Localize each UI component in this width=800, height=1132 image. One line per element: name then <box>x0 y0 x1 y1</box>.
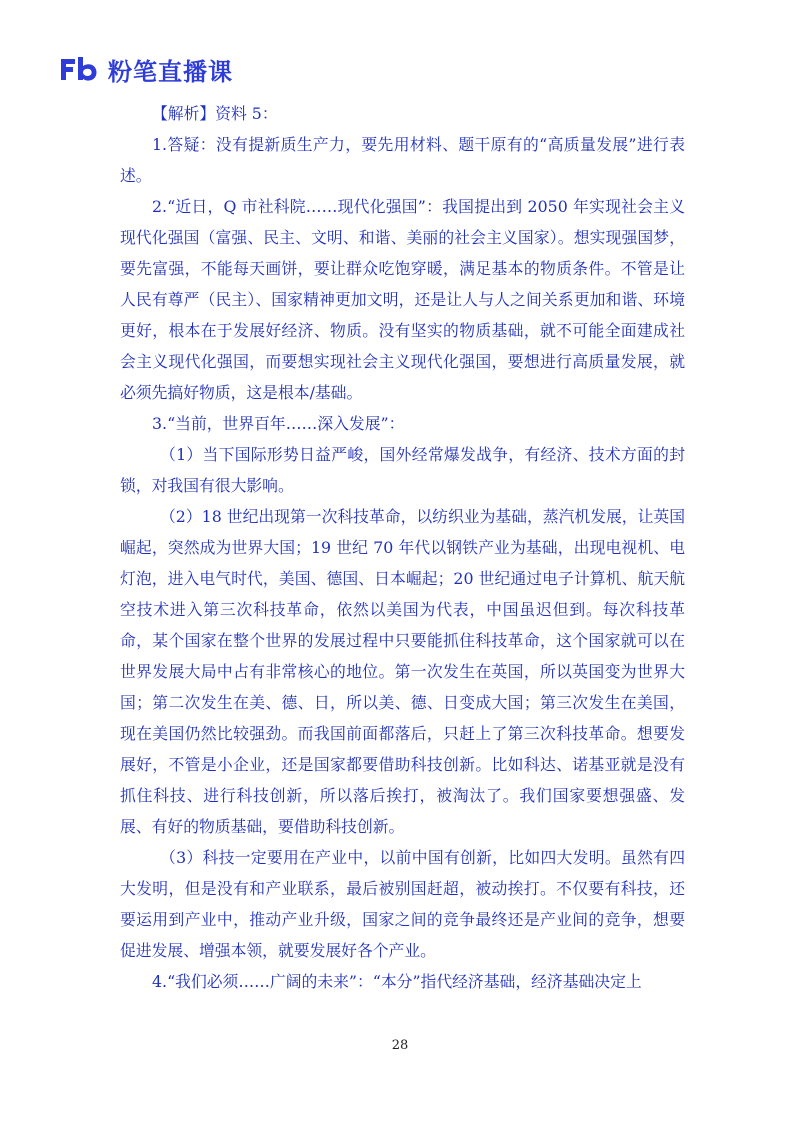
brand-name: 粉笔直播课 <box>108 57 233 86</box>
paragraph-2: 2.“近日，Q 市社科院……现代化强国”：我国提出到 2050 年实现社会主义现代化强国（富强、民主、文明、和谐、美丽的社会主义国家）。想实现强国梦，要先富强，不能每天画饼，要让群众吃饱穿暖，满足基本的物质条件。不管是让人民有尊严（民主）、国家精神更加文明，还是让人与人之间关系更加和谐、环境更好，根本在于发展好经济、物质。没有坚实的物质基础，就不可能全面建成社会主义现代化强国，而要想实现社会主义现代化强国，要想进行高质量发展，就必须先搞好物质，这是根本/基础。 <box>120 197 685 402</box>
paragraph-4: 4.“我们必须……广阔的未来”：“本分”指代经济基础，经济基础决定上 <box>152 972 642 991</box>
paragraph-3: 3.“当前，世界百年……深入发展”： <box>152 414 405 433</box>
paragraph-3-1: （1）当下国际形势日益严峻，国外经常爆发战争，有经济、技术方面的封锁，对我国有很大影响。 <box>120 445 685 495</box>
page-number: 28 <box>391 1038 409 1053</box>
paragraph-3-2: （2）18 世纪出现第一次科技革命，以纺织业为基础，蒸汽机发展，让英国崛起，突然成为世界大国；19 世纪 70 年代以钢铁产业为基础，出现电视机、电灯泡，进入电气时代，美国、德国、日本崛起；20 世纪通过电子计算机、航天航空技术进入第三次科技革命，依然以美国为代表，中国虽迟但到。每次科技革命，某个国家在整个世界的发展过程中只要能抓住科技革命，这个国家就可以在世界发展大局中占有非常核心的地位。第一次发生在英国，所以英国变为世界大国；第二次发生在美、德、日，所以美、德、日变成大国；第三次发生在美国，现在美国仍然比较强劲。而我国前面都落后，只赶上了第三次科技革命。想要发展好，不管是小企业，还是国家都要借助科技创新。比如科达、诺基亚就是没有抓住科技、进行科技创新，所以落后挨打，被淘汰了。我们国家要想强盛、发展、有好的物质基础，要借助科技创新。 <box>120 507 685 836</box>
document-body <box>120 98 685 997</box>
paragraph-analysis-heading: 【解析】资料 5： <box>152 104 278 123</box>
paragraph-3-3: （3）科技一定要用在产业中，以前中国有创新，比如四大发明。虽然有四大发明，但是没有和产业联系，最后被别国赶超，被动挨打。不仅要有科技，还要运用到产业中，推动产业升级，国家之间的竞争最终还是产业间的竞争，想要促进发展、增强本领，就要发展好各个产业。 <box>120 848 685 960</box>
paragraph-1: 1.答疑：没有提新质生产力，要先用材料、题干原有的“高质量发展”进行表述。 <box>120 135 685 185</box>
header <box>58 52 233 86</box>
fb-logo-icon <box>58 54 98 84</box>
